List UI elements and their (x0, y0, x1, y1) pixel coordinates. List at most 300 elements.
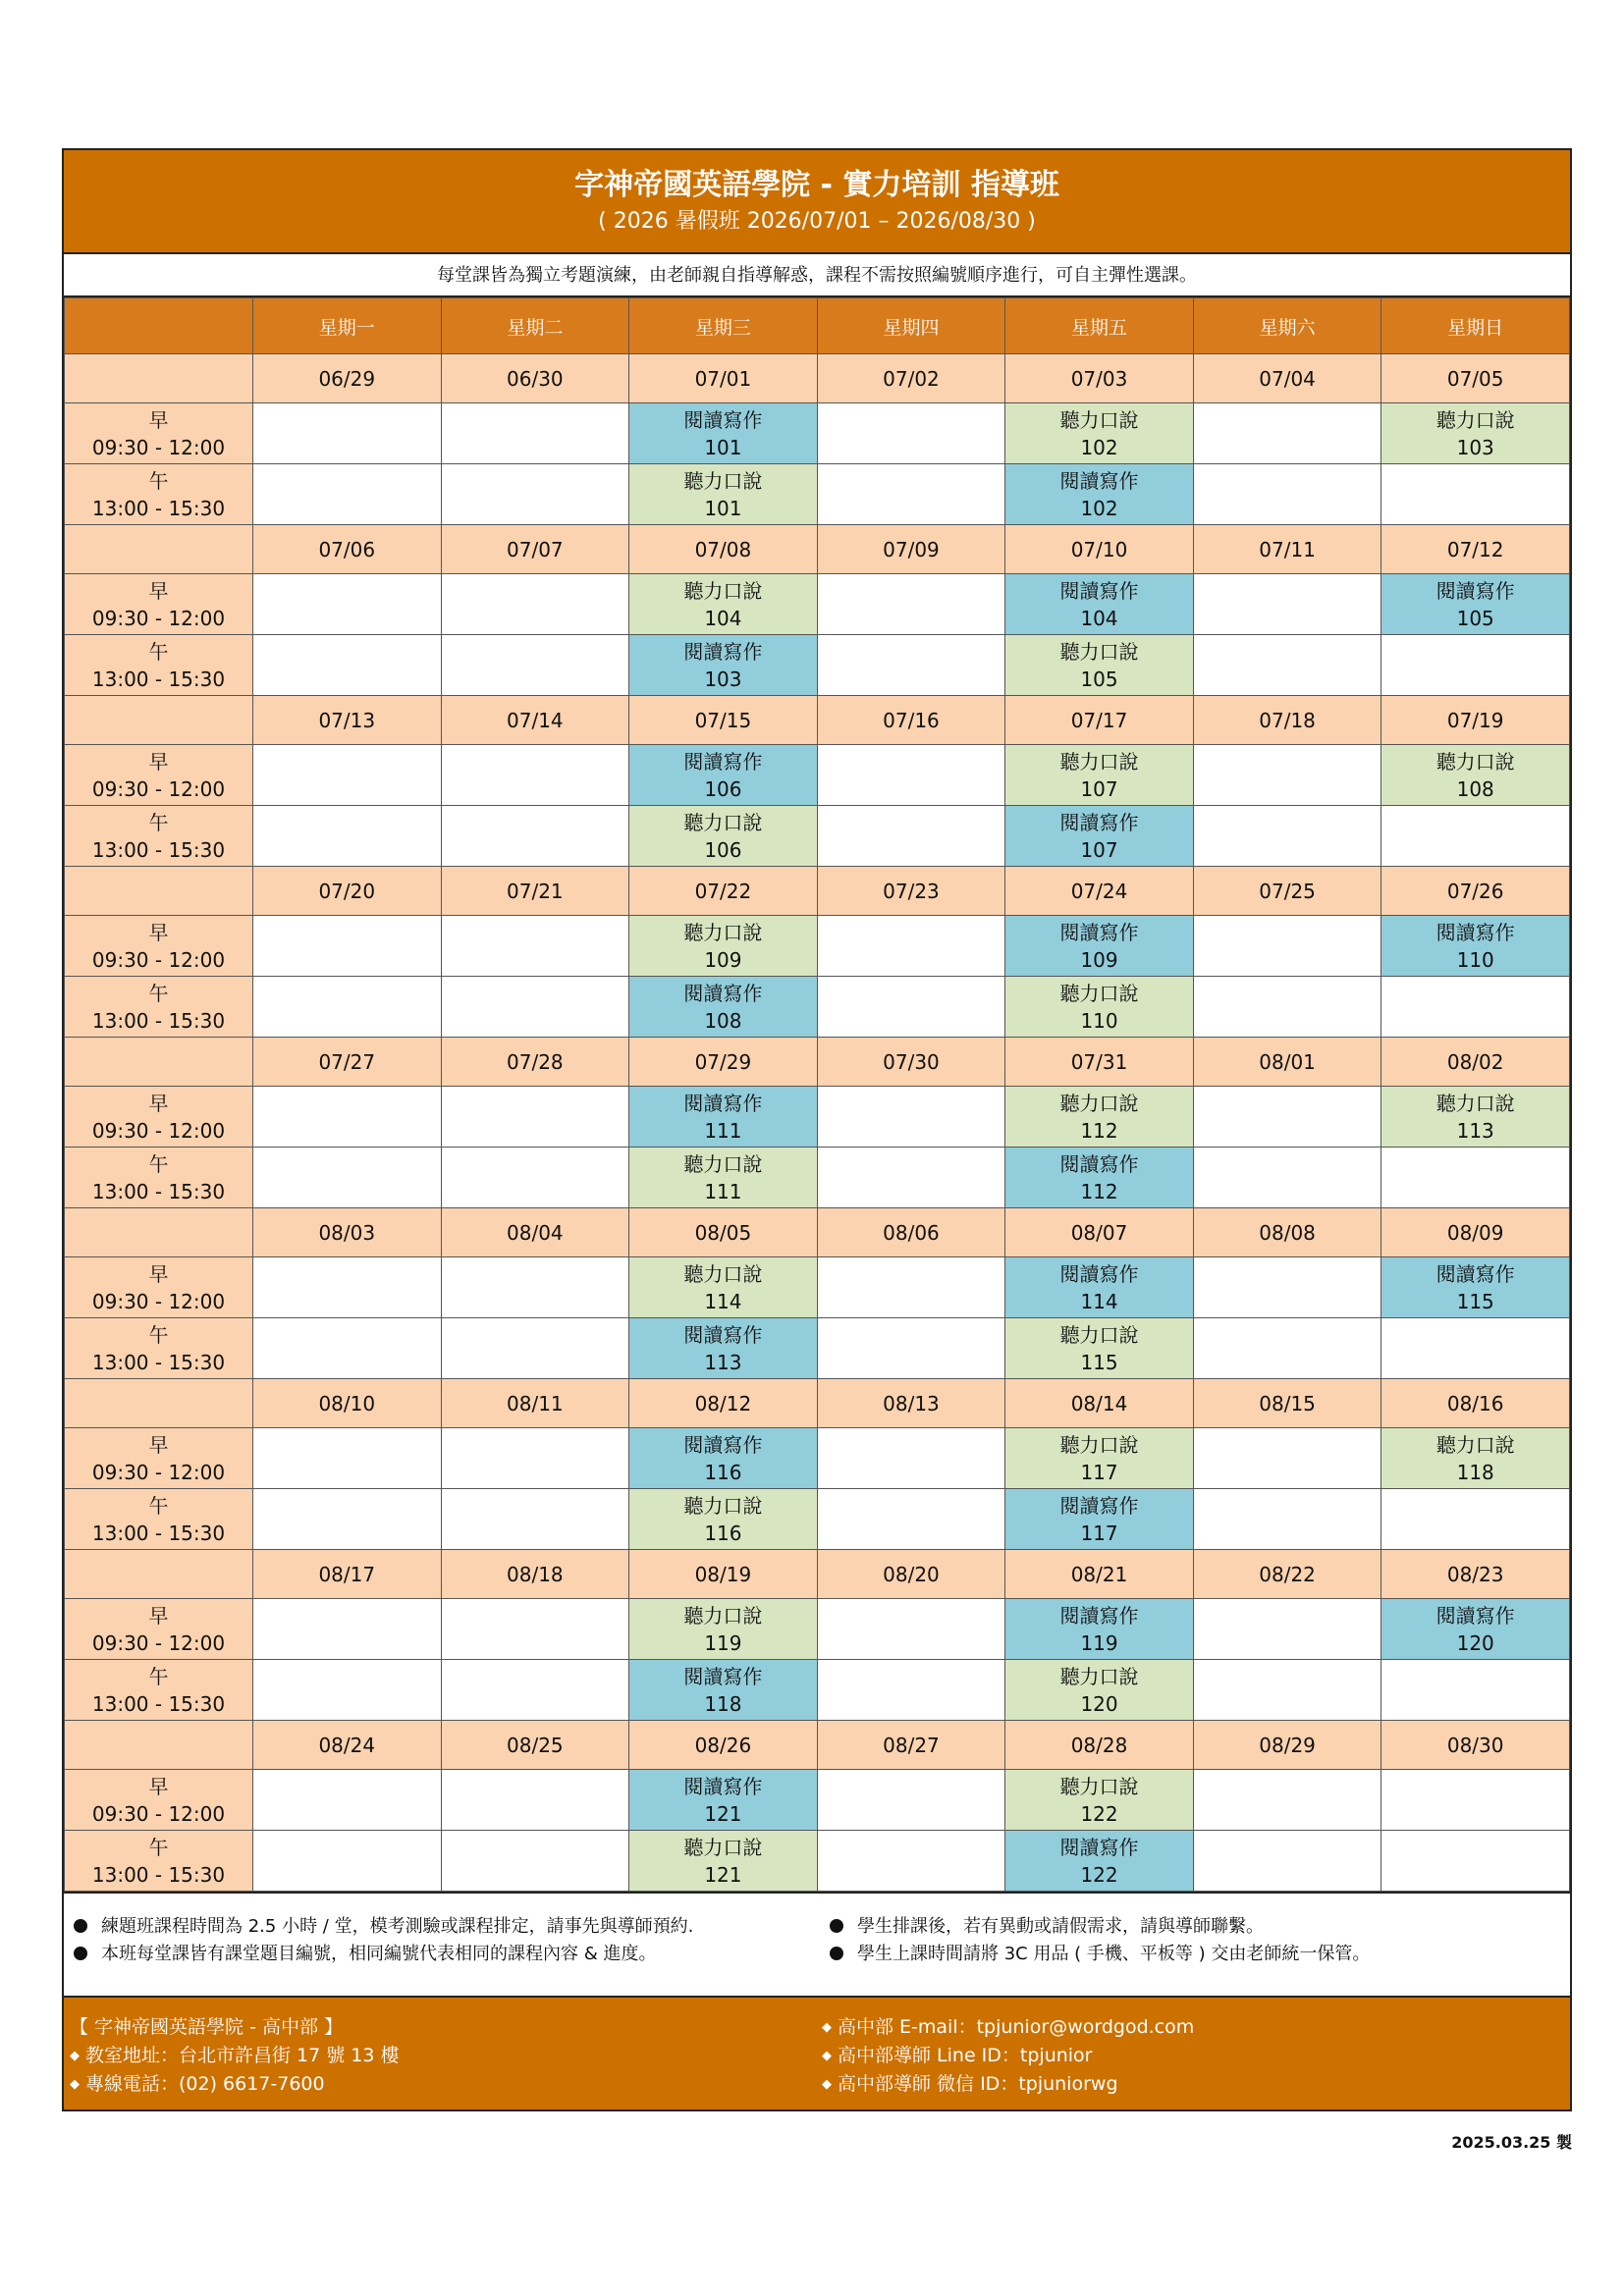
course-type: 聽力口說 (1059, 407, 1139, 432)
slot-label (65, 1660, 253, 1721)
course-type: 聽力口說 (1435, 407, 1515, 432)
course-cell (1381, 916, 1570, 977)
course-type: 閱讀寫作 (1059, 1603, 1139, 1628)
empty-cell (253, 1660, 442, 1721)
course-number: 112 (1080, 1118, 1118, 1143)
course-cell (1005, 1428, 1194, 1489)
course-number: 104 (704, 606, 742, 630)
notes-left (74, 1913, 693, 1968)
course-number: 121 (704, 1862, 742, 1887)
date-row (65, 696, 1570, 745)
date-cell: 08/13 (817, 1379, 1005, 1428)
empty-cell (1193, 977, 1381, 1038)
date-cell: 07/31 (1005, 1038, 1194, 1087)
slot-label (65, 1489, 253, 1550)
slot-time: 09:30 - 12:00 (91, 1289, 226, 1313)
empty-cell (253, 977, 442, 1038)
note-item: 學生上課時間請將 3C 用品 ( 手機、平板等 ) 交由老師統一保管。 (830, 1941, 1370, 1968)
diamond-icon: ◆ (70, 2077, 80, 2092)
course-type: 聽力口說 (683, 1261, 763, 1286)
empty-cell (1381, 1831, 1570, 1892)
course-type: 閱讀寫作 (683, 1091, 763, 1115)
empty-cell (253, 916, 442, 977)
date-cell: 08/30 (1381, 1721, 1570, 1770)
empty-cell (1381, 806, 1570, 867)
course-type: 閱讀寫作 (683, 1432, 763, 1457)
course-cell (1005, 574, 1194, 635)
empty-cell (441, 1257, 629, 1318)
slot-time: 13:00 - 15:30 (91, 1008, 226, 1033)
course-number: 109 (1080, 947, 1118, 972)
empty-cell (441, 635, 629, 696)
course-type: 閱讀寫作 (683, 407, 763, 432)
empty-cell (441, 977, 629, 1038)
pm-slot-row (65, 977, 1570, 1038)
slot-name: 早 (148, 407, 169, 432)
date-cell: 08/23 (1381, 1550, 1570, 1599)
slot-label (65, 1428, 253, 1489)
course-cell (1381, 1599, 1570, 1660)
course-number: 106 (704, 837, 742, 862)
empty-cell (817, 635, 1005, 696)
course-cell (629, 1318, 818, 1379)
date-cell: 06/30 (441, 354, 629, 403)
empty-cell (253, 403, 442, 464)
course-cell (629, 745, 818, 806)
empty-cell (1381, 464, 1570, 525)
date-cell: 08/26 (629, 1721, 818, 1770)
date-cell: 07/04 (1193, 354, 1381, 403)
pm-slot-row (65, 1831, 1570, 1892)
school-name: 【 字神帝國英語學院 - 高中部 】 (70, 2016, 344, 2038)
course-cell (1005, 635, 1194, 696)
empty-cell (1193, 806, 1381, 867)
course-cell (1381, 403, 1570, 464)
date-cell: 07/07 (441, 525, 629, 574)
date-cell: 07/14 (441, 696, 629, 745)
am-slot-row (65, 403, 1570, 464)
notes-right (830, 1913, 1370, 1968)
course-type: 閱讀寫作 (1059, 1835, 1139, 1859)
slot-name: 午 (148, 1493, 169, 1518)
course-number: 108 (1456, 776, 1494, 801)
course-type: 聽力口說 (1059, 1432, 1139, 1457)
date-cell: 07/24 (1005, 867, 1194, 916)
course-number: 105 (1080, 667, 1118, 691)
course-type: 閱讀寫作 (1435, 578, 1515, 603)
empty-cell (253, 635, 442, 696)
course-type: 聽力口說 (683, 1151, 763, 1176)
course-type: 閱讀寫作 (1059, 1493, 1139, 1518)
date-cell: 08/20 (817, 1550, 1005, 1599)
am-slot-row (65, 1087, 1570, 1148)
course-type: 閱讀寫作 (1435, 1603, 1515, 1628)
empty-cell (441, 1318, 629, 1379)
empty-cell (1193, 1318, 1381, 1379)
date-cell: 07/01 (629, 354, 818, 403)
course-number: 111 (704, 1118, 742, 1143)
footer-right (822, 2013, 1194, 2099)
date-cell: 08/07 (1005, 1208, 1194, 1257)
empty-cell (1381, 1318, 1570, 1379)
course-cell (1005, 806, 1194, 867)
empty-cell (441, 1489, 629, 1550)
date-cell: 08/17 (253, 1550, 442, 1599)
slot-time: 09:30 - 12:00 (91, 606, 226, 630)
slot-name: 早 (148, 1091, 169, 1115)
course-number: 122 (1080, 1862, 1118, 1887)
course-number: 121 (704, 1801, 742, 1826)
slot-name: 午 (148, 1322, 169, 1347)
empty-cell (817, 1087, 1005, 1148)
empty-cell (253, 1770, 442, 1831)
empty-cell (1381, 1660, 1570, 1721)
empty-cell (817, 1148, 1005, 1208)
course-number: 107 (1080, 837, 1118, 862)
empty-cell (441, 1660, 629, 1721)
empty-cell (1193, 635, 1381, 696)
date-cell: 08/24 (253, 1721, 442, 1770)
course-cell (629, 1489, 818, 1550)
slot-label (65, 1318, 253, 1379)
empty-cell (441, 806, 629, 867)
footer-left (70, 2013, 400, 2099)
day-header-row (65, 298, 1570, 354)
slot-label (65, 1831, 253, 1892)
course-cell (629, 1257, 818, 1318)
course-number: 116 (704, 1460, 742, 1484)
course-type: 閱讀寫作 (1059, 920, 1139, 944)
date-cell: 07/10 (1005, 525, 1194, 574)
empty-cell (817, 1428, 1005, 1489)
course-cell (1005, 977, 1194, 1038)
empty-cell (817, 1599, 1005, 1660)
schedule-table (64, 297, 1570, 1892)
course-number: 119 (704, 1630, 742, 1655)
date-row (65, 1550, 1570, 1599)
date-cell: 07/09 (817, 525, 1005, 574)
empty-cell (441, 574, 629, 635)
course-cell (629, 806, 818, 867)
course-number: 110 (1080, 1008, 1118, 1033)
course-type: 聽力口說 (1059, 981, 1139, 1005)
date-cell: 07/30 (817, 1038, 1005, 1087)
empty-cell (817, 806, 1005, 867)
date-row (65, 354, 1570, 403)
empty-cell (253, 745, 442, 806)
empty-cell (1381, 1489, 1570, 1550)
empty-cell (441, 464, 629, 525)
empty-cell (1193, 916, 1381, 977)
date-row-lead (65, 867, 253, 916)
date-cell: 07/15 (629, 696, 818, 745)
empty-cell (1193, 745, 1381, 806)
empty-cell (441, 1148, 629, 1208)
empty-cell (817, 1831, 1005, 1892)
date-row (65, 1379, 1570, 1428)
course-type: 聽力口說 (683, 1493, 763, 1518)
course-number: 111 (704, 1179, 742, 1203)
slot-label (65, 574, 253, 635)
date-cell: 08/09 (1381, 1208, 1570, 1257)
course-type: 閱讀寫作 (683, 749, 763, 774)
course-number: 115 (1080, 1350, 1118, 1374)
corner-cell (65, 298, 253, 354)
slot-name: 早 (148, 920, 169, 944)
slot-time: 13:00 - 15:30 (91, 496, 226, 520)
empty-cell (1193, 1148, 1381, 1208)
course-number: 109 (704, 947, 742, 972)
course-number: 101 (704, 496, 742, 520)
course-type: 聽力口說 (683, 578, 763, 603)
slot-name: 午 (148, 468, 169, 493)
date-row-lead (65, 1208, 253, 1257)
course-type: 聽力口說 (683, 1835, 763, 1859)
slot-time: 09:30 - 12:00 (91, 947, 226, 972)
am-slot-row (65, 745, 1570, 806)
date-cell: 08/16 (1381, 1379, 1570, 1428)
slot-name: 午 (148, 981, 169, 1005)
note-item: 練題班課程時間為 2.5 小時 / 堂，模考測驗或課程排定，請事先與導師預約. (74, 1913, 693, 1941)
empty-cell (441, 1770, 629, 1831)
slot-time: 13:00 - 15:30 (91, 1862, 226, 1887)
empty-cell (441, 1831, 629, 1892)
date-row (65, 525, 1570, 574)
date-cell: 07/25 (1193, 867, 1381, 916)
course-cell (1005, 916, 1194, 977)
course-number: 114 (704, 1289, 742, 1313)
course-cell (1005, 1660, 1194, 1721)
header-banner (64, 150, 1570, 254)
course-cell (1005, 464, 1194, 525)
empty-cell (817, 1318, 1005, 1379)
date-row-lead (65, 1721, 253, 1770)
empty-cell (1381, 635, 1570, 696)
empty-cell (441, 1087, 629, 1148)
pm-slot-row (65, 635, 1570, 696)
date-cell: 07/18 (1193, 696, 1381, 745)
course-cell (1381, 745, 1570, 806)
address: ◆ 教室地址：台北市許昌街 17 號 13 樓 (70, 2045, 400, 2066)
date-cell: 07/11 (1193, 525, 1381, 574)
course-type: 聽力口說 (683, 468, 763, 493)
course-type: 聽力口說 (1059, 1091, 1139, 1115)
empty-cell (253, 574, 442, 635)
course-number: 102 (1080, 496, 1118, 520)
date-cell: 07/13 (253, 696, 442, 745)
date-row-lead (65, 1550, 253, 1599)
empty-cell (253, 1489, 442, 1550)
empty-cell (817, 403, 1005, 464)
course-type: 聽力口說 (1435, 1432, 1515, 1457)
course-cell (629, 1148, 818, 1208)
empty-cell (817, 1770, 1005, 1831)
date-cell: 07/05 (1381, 354, 1570, 403)
course-number: 115 (1456, 1289, 1494, 1313)
course-cell (1005, 1599, 1194, 1660)
slot-name: 午 (148, 1151, 169, 1176)
course-cell (629, 403, 818, 464)
course-cell (1005, 1148, 1194, 1208)
am-slot-row (65, 1428, 1570, 1489)
course-cell (1381, 574, 1570, 635)
course-type: 閱讀寫作 (1435, 920, 1515, 944)
course-cell (629, 1428, 818, 1489)
pm-slot-row (65, 1660, 1570, 1721)
course-cell (629, 977, 818, 1038)
slot-time: 13:00 - 15:30 (91, 1179, 226, 1203)
course-type: 聽力口說 (1435, 1091, 1515, 1115)
slot-name: 午 (148, 1664, 169, 1688)
course-type: 閱讀寫作 (683, 1664, 763, 1688)
slot-name: 早 (148, 1603, 169, 1628)
day-header: 星期三 (629, 298, 818, 354)
empty-cell (253, 1087, 442, 1148)
course-number: 122 (1080, 1801, 1118, 1826)
date-cell: 07/02 (817, 354, 1005, 403)
course-number: 105 (1456, 606, 1494, 630)
course-number: 107 (1080, 776, 1118, 801)
empty-cell (1193, 574, 1381, 635)
diamond-icon: ◆ (822, 2049, 832, 2063)
day-header: 星期四 (817, 298, 1005, 354)
empty-cell (441, 403, 629, 464)
slot-name: 午 (148, 639, 169, 664)
course-number: 119 (1080, 1630, 1118, 1655)
date-row-lead (65, 1379, 253, 1428)
course-cell (629, 1599, 818, 1660)
page-title: 字神帝國英語學院 - 實力培訓 指導班 (574, 168, 1059, 202)
slot-name: 午 (148, 1835, 169, 1859)
slot-time: 09:30 - 12:00 (91, 435, 226, 459)
course-cell (629, 1831, 818, 1892)
course-number: 117 (1080, 1460, 1118, 1484)
course-number: 102 (1080, 435, 1118, 459)
date-cell: 08/18 (441, 1550, 629, 1599)
date-cell: 08/21 (1005, 1550, 1194, 1599)
course-cell (1005, 1087, 1194, 1148)
course-type: 閱讀寫作 (683, 981, 763, 1005)
empty-cell (253, 806, 442, 867)
empty-cell (1193, 464, 1381, 525)
date-cell: 07/27 (253, 1038, 442, 1087)
empty-cell (1193, 1257, 1381, 1318)
date-row (65, 1721, 1570, 1770)
note-item: 學生排課後，若有異動或請假需求，請與導師聯繫。 (830, 1913, 1370, 1941)
date-cell: 08/11 (441, 1379, 629, 1428)
course-type: 閱讀寫作 (1059, 1261, 1139, 1286)
course-number: 108 (704, 1008, 742, 1033)
date-cell: 07/23 (817, 867, 1005, 916)
course-number: 112 (1080, 1179, 1118, 1203)
date-cell: 08/01 (1193, 1038, 1381, 1087)
empty-cell (817, 916, 1005, 977)
day-header: 星期二 (441, 298, 629, 354)
pm-slot-row (65, 464, 1570, 525)
slot-label (65, 1087, 253, 1148)
phone: ◆ 專線電話：(02) 6617-7600 (70, 2073, 325, 2095)
date-cell: 06/29 (253, 354, 442, 403)
slot-name: 早 (148, 1261, 169, 1286)
slot-label (65, 916, 253, 977)
slot-time: 13:00 - 15:30 (91, 1691, 226, 1716)
empty-cell (817, 464, 1005, 525)
date-cell: 07/20 (253, 867, 442, 916)
notes-section (64, 1892, 1570, 1996)
date-row (65, 1208, 1570, 1257)
course-cell (629, 916, 818, 977)
empty-cell (817, 977, 1005, 1038)
course-cell (1381, 1087, 1570, 1148)
bullet-icon (74, 1919, 87, 1933)
line-id: ◆ 高中部導師 Line ID：tpjunior (822, 2045, 1093, 2066)
course-type: 聽力口說 (1059, 639, 1139, 664)
course-number: 113 (1456, 1118, 1494, 1143)
wechat-id: ◆ 高中部導師 微信 ID：tpjuniorwg (822, 2073, 1118, 2095)
date-cell: 07/17 (1005, 696, 1194, 745)
date-cell: 07/08 (629, 525, 818, 574)
slot-label (65, 464, 253, 525)
slot-name: 午 (148, 810, 169, 834)
course-number: 118 (1456, 1460, 1494, 1484)
empty-cell (1193, 1428, 1381, 1489)
date-cell: 08/19 (629, 1550, 818, 1599)
course-number: 106 (704, 776, 742, 801)
date-cell: 08/28 (1005, 1721, 1194, 1770)
course-cell (1005, 1257, 1194, 1318)
slot-label (65, 1770, 253, 1831)
slot-name: 早 (148, 1432, 169, 1457)
course-type: 聽力口說 (1435, 749, 1515, 774)
date-cell: 07/29 (629, 1038, 818, 1087)
course-cell (1381, 1257, 1570, 1318)
empty-cell (253, 1599, 442, 1660)
slot-label (65, 1599, 253, 1660)
date-cell: 08/27 (817, 1721, 1005, 1770)
empty-cell (253, 464, 442, 525)
bullet-icon (830, 1947, 843, 1960)
day-header: 星期六 (1193, 298, 1381, 354)
empty-cell (1193, 1770, 1381, 1831)
slot-name: 早 (148, 578, 169, 603)
slot-label (65, 977, 253, 1038)
date-row-lead (65, 1038, 253, 1087)
slot-label (65, 635, 253, 696)
date-row (65, 867, 1570, 916)
course-type: 聽力口說 (1059, 749, 1139, 774)
empty-cell (253, 1257, 442, 1318)
course-type: 閱讀寫作 (683, 639, 763, 664)
note-item: 本班每堂課皆有課堂題目編號，相同編號代表相同的課程內容 & 進度。 (74, 1941, 693, 1968)
course-cell (1005, 403, 1194, 464)
empty-cell (1381, 1148, 1570, 1208)
date-row (65, 1038, 1570, 1087)
empty-cell (253, 1318, 442, 1379)
date-cell: 07/19 (1381, 696, 1570, 745)
course-cell (1005, 1318, 1194, 1379)
bullet-icon (74, 1947, 87, 1960)
slot-time: 13:00 - 15:30 (91, 1350, 226, 1374)
date-cell: 07/28 (441, 1038, 629, 1087)
slot-time: 09:30 - 12:00 (91, 1118, 226, 1143)
date-cell: 07/06 (253, 525, 442, 574)
pm-slot-row (65, 806, 1570, 867)
date-cell: 07/16 (817, 696, 1005, 745)
empty-cell (441, 1599, 629, 1660)
empty-cell (253, 1831, 442, 1892)
am-slot-row (65, 916, 1570, 977)
course-number: 120 (1456, 1630, 1494, 1655)
